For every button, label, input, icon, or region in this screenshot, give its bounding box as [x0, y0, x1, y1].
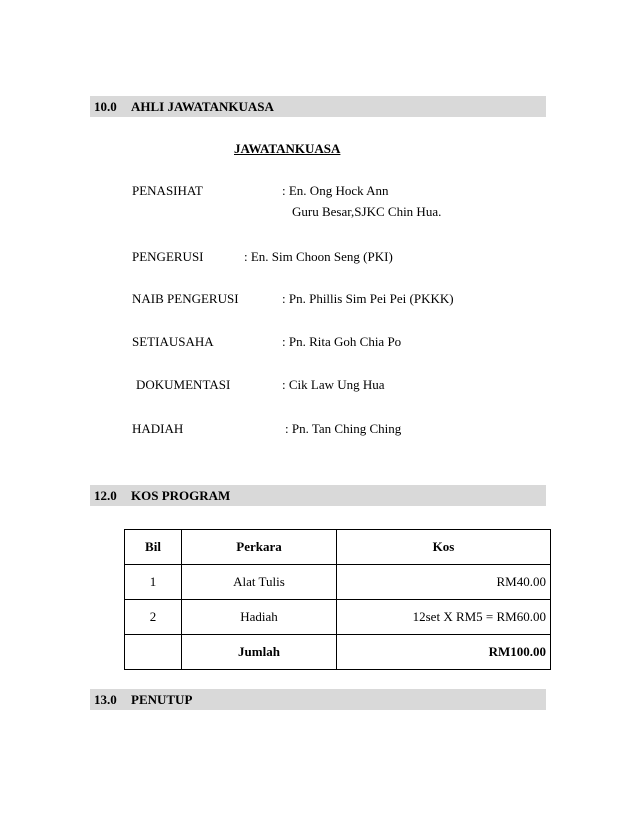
committee-value-dokumentasi: : Cik Law Ung Hua [282, 377, 385, 392]
table-row [125, 565, 551, 600]
committee-label-dokumentasi: DOKUMENTASI [136, 377, 231, 392]
committee-heading: JAWATANKUASA [234, 141, 341, 156]
cell-bil: 1 [125, 565, 182, 600]
cell-kos: 12set X RM5 = RM60.00 [337, 600, 551, 635]
header-kos: Kos [337, 530, 551, 565]
section-number: 12.0 [94, 488, 117, 503]
section-number: 13.0 [94, 692, 117, 707]
committee-value-penasihat: : En. Ong Hock Ann [282, 183, 389, 198]
committee-value-hadiah: : Pn. Tan Ching Ching [285, 421, 402, 436]
header-perkara: Perkara [182, 530, 337, 565]
section-title: KOS PROGRAM [131, 488, 231, 503]
committee-value-naib-pengerusi: : Pn. Phillis Sim Pei Pei (PKKK) [282, 291, 454, 306]
section-heading-13 [90, 689, 546, 710]
committee-label-hadiah: HADIAH [132, 421, 184, 436]
committee-label-setiausaha: SETIAUSAHA [132, 334, 214, 349]
committee-label-penasihat: PENASIHAT [132, 183, 203, 198]
cell-perkara: Hadiah [182, 600, 337, 635]
cell-empty [125, 635, 182, 670]
section-title: AHLI JAWATANKUASA [131, 99, 274, 114]
cell-bil: 2 [125, 600, 182, 635]
section-number: 10.0 [94, 99, 117, 114]
section-title: PENUTUP [131, 692, 193, 707]
header-bil: Bil [125, 530, 182, 565]
total-value: RM100.00 [337, 635, 551, 670]
table-header-row [125, 530, 551, 565]
section-heading-10 [90, 96, 546, 117]
table-total-row [125, 635, 551, 670]
committee-value-penasihat-title: Guru Besar,SJKC Chin Hua. [292, 204, 442, 219]
committee-label-naib-pengerusi: NAIB PENGERUSI [132, 291, 239, 306]
cell-kos: RM40.00 [337, 565, 551, 600]
committee-value-pengerusi: : En. Sim Choon Seng (PKI) [244, 249, 393, 264]
table-row [125, 600, 551, 635]
committee-value-setiausaha: : Pn. Rita Goh Chia Po [282, 334, 402, 349]
section-heading-12 [90, 485, 546, 506]
committee-label-pengerusi: PENGERUSI [132, 249, 204, 264]
cost-table [124, 529, 551, 670]
cell-perkara: Alat Tulis [182, 565, 337, 600]
total-label: Jumlah [182, 635, 337, 670]
